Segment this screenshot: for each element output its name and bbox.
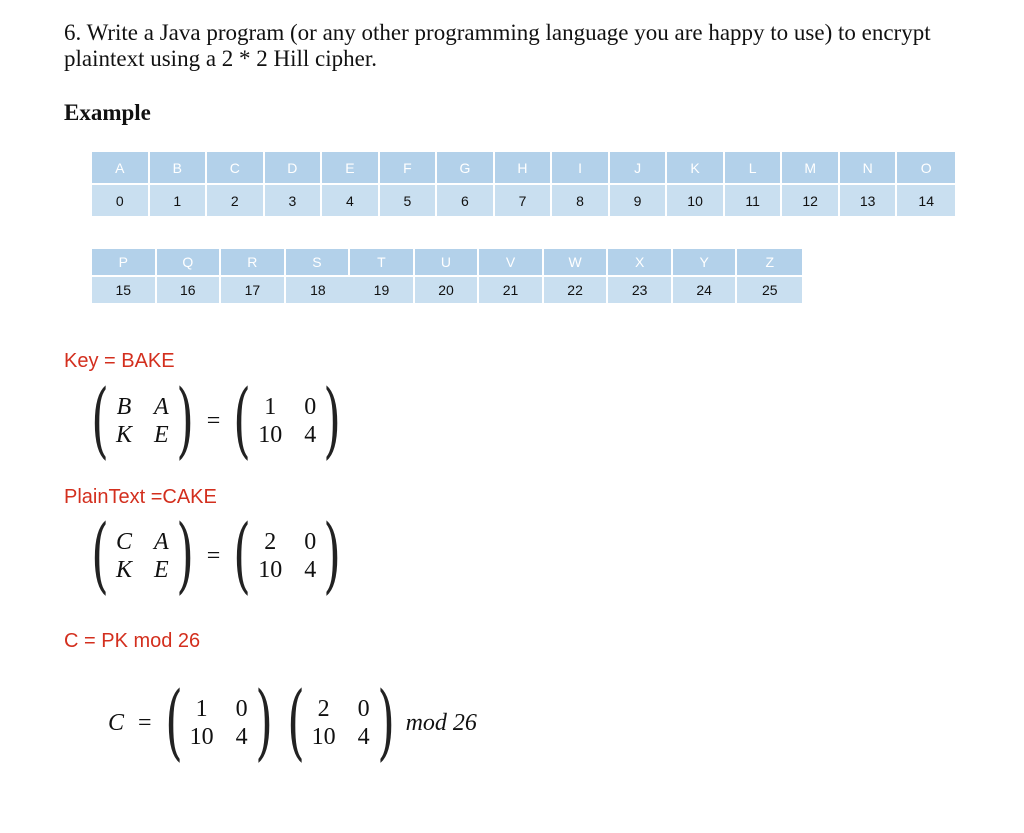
question-line-2: plaintext using a 2 * 2 Hill cipher. [64,46,378,71]
matrix-cell: 1 [264,394,277,420]
number-cell: 10 [667,183,725,216]
matrix-cell: K [116,557,133,583]
number-cell: 0 [92,183,150,216]
letter-cell: Q [157,249,222,275]
alphabet-table-a-to-o [92,152,955,216]
matrix-cell: B [116,394,132,420]
key-value-matrix: ( 1 0 10 4 ) [233,373,342,468]
number-cell: 22 [544,275,609,303]
letter-cell: I [552,152,610,183]
number-cell: 25 [737,275,802,303]
matrix-cell: 0 [357,696,370,722]
question-line-1: 6. Write a Java program (or any other programming language you are happy to use) to encrypt [64,20,931,45]
cipher-equation [108,675,477,770]
key-letter-matrix: ( B A K E ) [91,373,194,468]
equals-sign: = [206,542,221,569]
plaintext-matrix-equation [84,508,348,603]
letter-cell: A [92,152,150,183]
letter-cell: R [221,249,286,275]
matrix-cell: 0 [235,696,248,722]
matrix-cell: 0 [304,394,317,420]
letter-cell: Y [673,249,738,275]
number-cell: 15 [92,275,157,303]
number-cell: 13 [840,183,898,216]
number-cell: 12 [782,183,840,216]
matrix-cell: 10 [258,422,283,448]
number-cell: 11 [725,183,783,216]
key-matrix-equation [84,373,348,468]
plaintext-value-matrix: ( 2 0 10 4 ) [233,508,342,603]
number-cell: 24 [673,275,738,303]
plaintext-letter-matrix: ( C A K E ) [91,508,194,603]
plaintext-value-matrix: ( 2 0 10 4 ) [286,675,395,770]
letter-cell: M [782,152,840,183]
number-cell: 20 [415,275,480,303]
equals-sign: = [206,407,221,434]
matrix-cell: K [116,422,133,448]
letter-cell: E [322,152,380,183]
letter-cell: G [437,152,495,183]
matrix-cell: 0 [304,529,317,555]
matrix-cell: 4 [304,422,317,448]
letter-cell: J [610,152,668,183]
cipher-formula-label: C = PK mod 26 [64,630,201,652]
letter-cell: P [92,249,157,275]
number-cell: 3 [265,183,323,216]
letter-cell: K [667,152,725,183]
matrix-cell: 10 [258,557,283,583]
letter-cell: D [265,152,323,183]
matrix-cell: 10 [189,724,214,750]
matrix-cell: 2 [317,696,330,722]
letter-cell: B [150,152,208,183]
number-cell: 2 [207,183,265,216]
number-cell: 8 [552,183,610,216]
matrix-cell: 2 [264,529,277,555]
letter-cell: H [495,152,553,183]
number-cell: 18 [286,275,351,303]
alphabet-table-p-to-z [92,249,802,303]
number-cell: 5 [380,183,438,216]
example-heading: Example [64,100,151,125]
number-cell: 23 [608,275,673,303]
matrix-cell: 1 [195,696,208,722]
matrix-cell: 4 [357,724,370,750]
number-cell: 4 [322,183,380,216]
number-cell: 17 [221,275,286,303]
matrix-cell: 4 [304,557,317,583]
matrix-cell: E [154,557,169,583]
letter-cell: X [608,249,673,275]
key-value-matrix: ( 1 0 10 4 ) [164,675,273,770]
letter-cell: T [350,249,415,275]
key-label: Key = BAKE [64,350,175,372]
number-cell: 19 [350,275,415,303]
number-cell: 7 [495,183,553,216]
letter-cell: F [380,152,438,183]
number-cell: 6 [437,183,495,216]
matrix-cell: C [116,529,133,555]
cipher-variable: C [108,709,125,736]
number-cell: 1 [150,183,208,216]
plaintext-label: PlainText =CAKE [64,486,217,508]
matrix-cell: 10 [311,724,336,750]
letter-cell: U [415,249,480,275]
letter-cell: N [840,152,898,183]
letter-cell: S [286,249,351,275]
matrix-cell: A [154,529,169,555]
equals-sign: = [138,709,152,736]
number-cell: 9 [610,183,668,216]
matrix-cell: A [154,394,169,420]
letter-cell: C [207,152,265,183]
letter-cell: V [479,249,544,275]
modulus-text: mod 26 [405,709,477,736]
number-cell: 21 [479,275,544,303]
letter-cell: O [897,152,955,183]
letter-cell: Z [737,249,802,275]
number-cell: 16 [157,275,222,303]
letter-cell: W [544,249,609,275]
letter-cell: L [725,152,783,183]
matrix-cell: E [154,422,169,448]
matrix-cell: 4 [235,724,248,750]
number-cell: 14 [897,183,955,216]
